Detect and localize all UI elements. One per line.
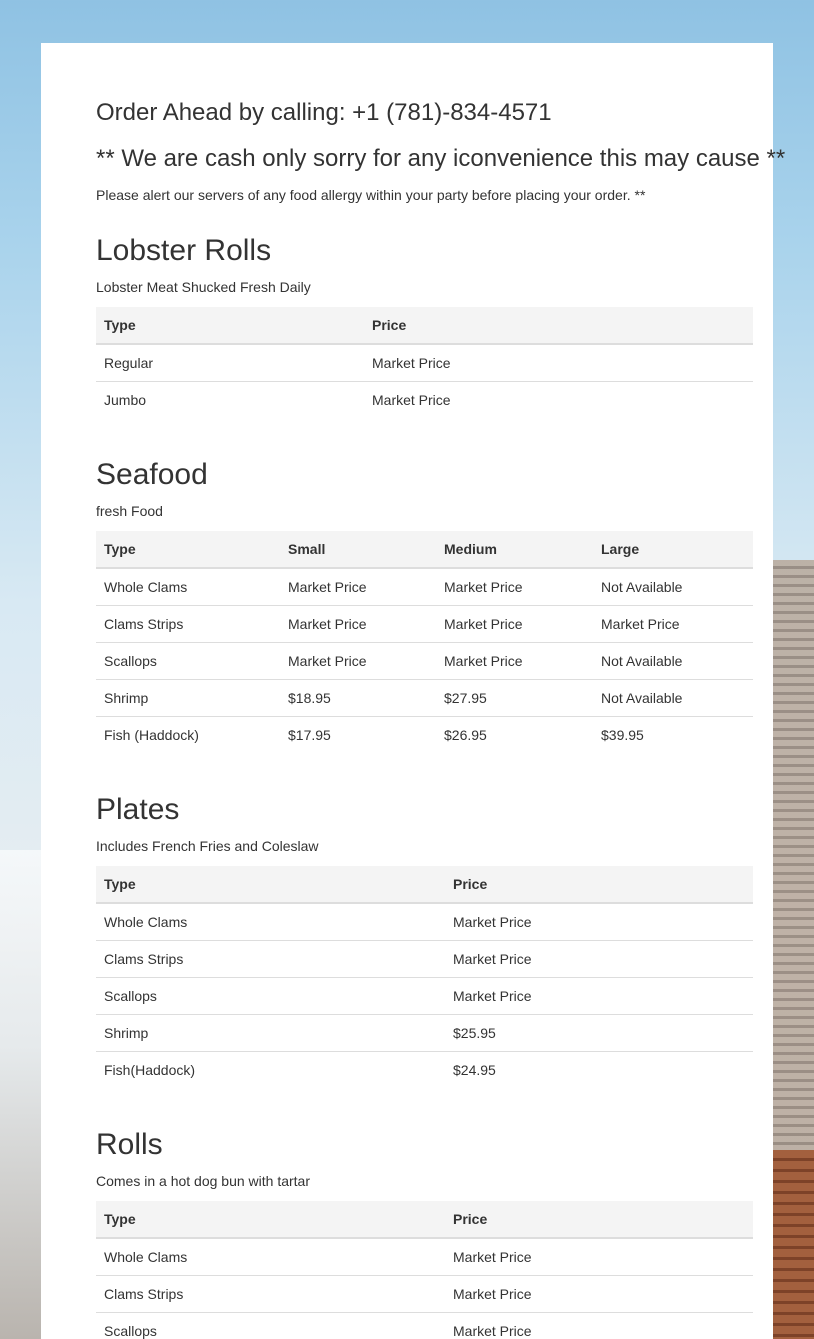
- item-price: Market Price: [445, 941, 753, 978]
- price-large: Not Available: [601, 579, 683, 595]
- lobster-rolls-table: [96, 307, 753, 418]
- price-medium: $27.95: [436, 680, 593, 717]
- section-title: Plates: [96, 793, 180, 826]
- table-row: [96, 680, 753, 717]
- item-type: Scallops: [96, 978, 445, 1015]
- table-header-row: [96, 307, 753, 344]
- table-header-row: [96, 531, 753, 568]
- item-type: Clams Strips: [96, 941, 445, 978]
- item-type: Whole Clams: [104, 579, 188, 595]
- column-header-type: Type: [96, 866, 445, 903]
- plates-table: [96, 866, 753, 1088]
- column-header-price: Price: [364, 307, 753, 344]
- price-medium: $26.95: [436, 717, 593, 754]
- column-header-type: Type: [96, 307, 364, 344]
- price-small: Market Price: [280, 643, 436, 680]
- allergy-notice: Please alert our servers of any food allergy within your party before placing your order. **: [96, 187, 646, 203]
- table-row: [96, 903, 753, 941]
- menu-panel: [41, 43, 786, 1339]
- price-small: Market Price: [280, 606, 436, 643]
- item-price: Market Price: [364, 382, 753, 419]
- table-row: [96, 941, 753, 978]
- table-row: [96, 717, 753, 754]
- item-type: Regular: [104, 355, 154, 371]
- item-type: Shrimp: [96, 680, 280, 717]
- price-large: Market Price: [593, 606, 753, 643]
- price-medium: Market Price: [444, 579, 523, 595]
- rolls-table: [96, 1201, 753, 1339]
- section-description: Lobster Meat Shucked Fresh Daily: [96, 279, 311, 295]
- item-type: Clams Strips: [96, 1276, 445, 1313]
- section-title: Rolls: [96, 1128, 163, 1161]
- table-row: [96, 1276, 753, 1313]
- column-header-large: Large: [593, 531, 753, 568]
- column-header-medium: Medium: [436, 531, 593, 568]
- table-row: [96, 978, 753, 1015]
- item-price: Market Price: [453, 914, 532, 930]
- price-medium: Market Price: [436, 643, 593, 680]
- table-row: [96, 1015, 753, 1052]
- background-photo-building-lower: [766, 1150, 814, 1339]
- order-ahead-heading: Order Ahead by calling: +1 (781)-834-4571: [96, 99, 552, 126]
- section-seafood: [96, 457, 753, 753]
- section-title: Lobster Rolls: [96, 234, 272, 267]
- table-row: [96, 1238, 753, 1276]
- item-type: Whole Clams: [104, 914, 188, 930]
- section-description: Includes French Fries and Coleslaw: [96, 838, 319, 854]
- item-type: Whole Clams: [104, 1249, 188, 1265]
- section-plates: [96, 792, 753, 1088]
- section-rolls: [96, 1127, 753, 1339]
- price-small: $18.95: [280, 680, 436, 717]
- item-type: Clams Strips: [96, 606, 280, 643]
- table-row: [96, 606, 753, 643]
- section-description: fresh Food: [96, 503, 163, 519]
- table-row: [96, 1313, 753, 1339]
- price-large: $39.95: [593, 717, 753, 754]
- table-row: [96, 382, 753, 419]
- item-type: Jumbo: [96, 382, 364, 419]
- item-price: Market Price: [445, 1276, 753, 1313]
- item-type: Shrimp: [96, 1015, 445, 1052]
- price-large: Not Available: [593, 680, 753, 717]
- item-price: $24.95: [445, 1052, 753, 1089]
- item-type: Scallops: [96, 643, 280, 680]
- column-header-type: Type: [96, 1201, 445, 1238]
- item-price: Market Price: [453, 1249, 532, 1265]
- table-header-row: [96, 866, 753, 903]
- item-price: Market Price: [445, 1313, 753, 1339]
- table-row: [96, 568, 753, 606]
- item-price: Market Price: [372, 355, 451, 371]
- column-header-small: Small: [280, 531, 436, 568]
- section-title: Seafood: [96, 458, 208, 491]
- table-row: [96, 1052, 753, 1089]
- price-large: Not Available: [593, 643, 753, 680]
- item-type: Fish (Haddock): [96, 717, 280, 754]
- item-price: Market Price: [445, 978, 753, 1015]
- column-header-price: Price: [445, 866, 753, 903]
- column-header-type: Type: [96, 531, 280, 568]
- seafood-table: [96, 531, 753, 753]
- item-type: Scallops: [96, 1313, 445, 1339]
- column-header-price: Price: [445, 1201, 753, 1238]
- cash-only-notice: ** We are cash only sorry for any iconvenience this may cause **: [96, 145, 786, 172]
- table-row: [96, 643, 753, 680]
- background-photo-left: [0, 850, 41, 1339]
- price-small: Market Price: [288, 579, 367, 595]
- section-lobster-rolls: [96, 233, 753, 418]
- price-small: $17.95: [280, 717, 436, 754]
- table-row: [96, 344, 753, 382]
- item-price: $25.95: [445, 1015, 753, 1052]
- table-header-row: [96, 1201, 753, 1238]
- price-medium: Market Price: [436, 606, 593, 643]
- section-description: Comes in a hot dog bun with tartar: [96, 1173, 311, 1189]
- item-type: Fish(Haddock): [96, 1052, 445, 1089]
